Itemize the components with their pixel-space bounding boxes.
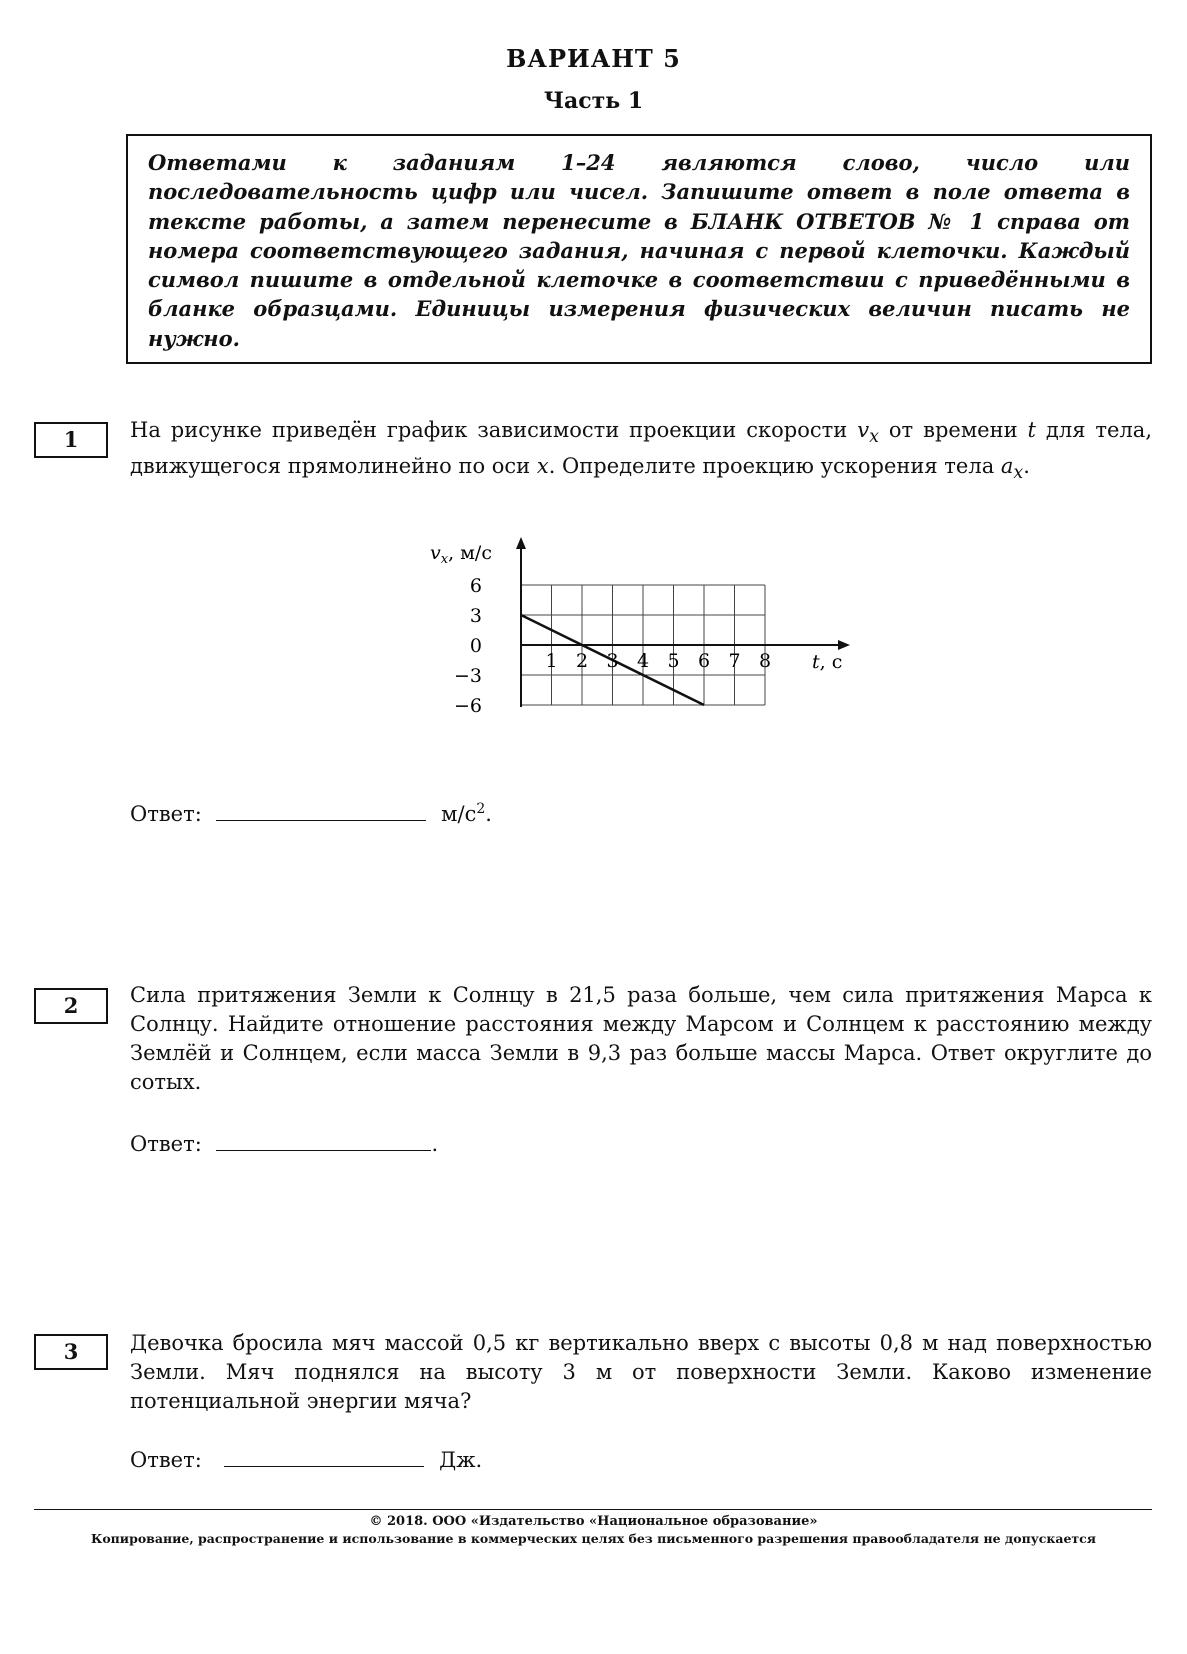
answer-label-3: Ответ:: [130, 1448, 202, 1472]
x-tick-label: 4: [636, 650, 650, 672]
y-tick-label: −6: [453, 695, 482, 717]
footer-copyright: © 2018. ООО «Издательство «Национальное образование»: [369, 1514, 818, 1529]
question-text-3: Девочка бросила мяч массой 0,5 кг вертикально вверх с высоты 0,8 м над поверхностью Земли. Мяч поднялся на высоту 3 м от поверхности Земли. Каково изменение потенциальной энергии мяча?: [130, 1331, 1152, 1413]
x-tick-label: 2: [575, 650, 589, 672]
y-tick-label: −3: [453, 665, 482, 687]
y-axis-label: $v_x$, м/с: [430, 542, 492, 567]
x-tick-label: 6: [697, 650, 711, 672]
part-title: Часть 1: [543, 88, 644, 114]
instructions-box: Ответами к заданиям 1–24 являются слово, число или последовательность цифр или чисел. Запишите ответ в поле ответа в тексте работы, а затем перенесите в БЛАНК ОТВЕТОВ № 1 справа от номера соответствующего задания, начиная с первой клеточки. Каждый символ пишите в отдельной клеточке в соответствии с приведёнными в бланке образцами. Единицы измерения физических величин писать не нужно.: [126, 134, 1152, 364]
question-text-1: На рисунке приведён график зависимости проекции скорости $v_x$ от времени t для тела, движущегося прямолинейно по оси x. Определите проекцию ускорения тела $a_x$.: [130, 418, 1152, 484]
answer-field-2[interactable]: [216, 1132, 431, 1151]
x-axis-label: t, с: [812, 651, 843, 673]
x-tick-label: 1: [545, 650, 558, 672]
variant-title: ВАРИАНТ 5: [506, 44, 681, 73]
x-axis-arrow: [838, 640, 850, 650]
x-tick-label: 3: [606, 650, 619, 672]
answer-field-3[interactable]: [224, 1448, 424, 1467]
question-number-3: 3: [34, 1334, 108, 1370]
answer-label-2: Ответ:: [130, 1132, 202, 1156]
answer-unit-1: м/с: [441, 802, 477, 826]
answer-line-1: Ответ: $м/с^2$.: [130, 801, 492, 826]
y-tick-label: 0: [469, 635, 482, 657]
answer-line-2: Ответ: .: [130, 1132, 439, 1156]
footer-divider: [34, 1509, 1152, 1510]
footer-notice: Копирование, распространение и использование в коммерческих целях без письменного разрешения правообладателя не допускается: [90, 1531, 1097, 1546]
y-axis-arrow: [516, 537, 526, 549]
answer-line-3: [130, 1448, 482, 1472]
y-tick-label: 6: [469, 575, 482, 597]
answer-field-1[interactable]: [216, 802, 426, 821]
question-text-2: Сила притяжения Земли к Солнцу в 21,5 раза больше, чем сила притяжения Марса к Солнцу. Найдите отношение расстояния между Марсом и Солнцем к расстоянию между Землёй и Солнцем, если масса Земли в 9,3 раз больше массы Марса. Ответ округлите до сотых.: [130, 983, 1152, 1094]
x-tick-label: 7: [728, 650, 741, 672]
x-tick-label: 5: [667, 650, 680, 672]
answer-unit-3: Дж.: [439, 1448, 483, 1472]
y-tick-label: 3: [469, 605, 482, 627]
question-number-2: 2: [34, 988, 108, 1024]
velocity-time-chart: [420, 535, 860, 735]
answer-label-1: Ответ:: [130, 802, 202, 826]
question-number-1: 1: [34, 422, 108, 458]
x-tick-label: 8: [758, 650, 772, 672]
